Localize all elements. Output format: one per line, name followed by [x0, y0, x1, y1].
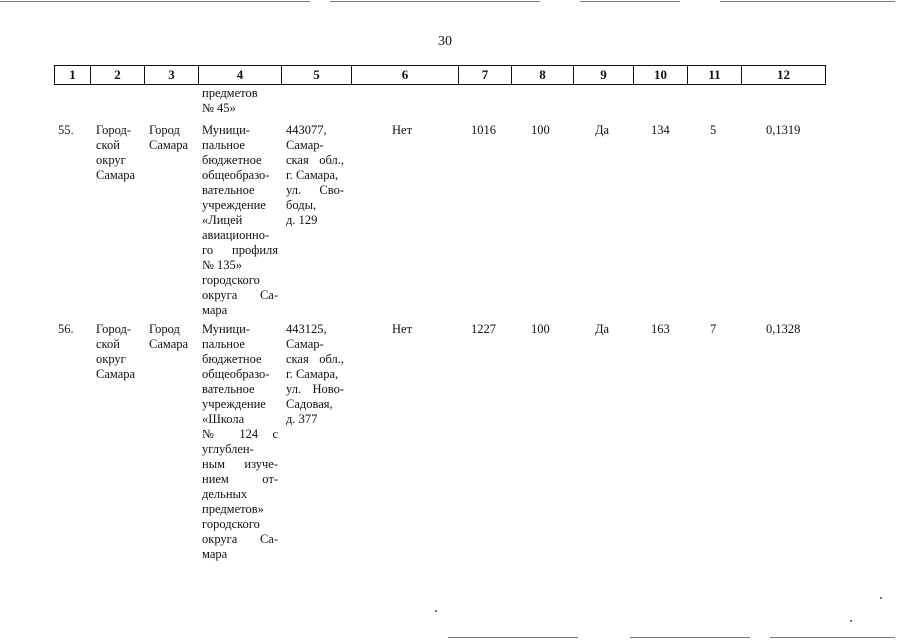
scan-edge-line: [580, 1, 680, 2]
col9-value: Да: [595, 123, 610, 137]
cell-line: г. Самара,: [286, 367, 339, 381]
scan-speck: [435, 610, 437, 612]
cell-line: ным изуче-: [202, 457, 278, 471]
cell-line: углублен-: [202, 442, 254, 456]
col6-value: Нет: [392, 123, 413, 137]
scan-speck: [880, 597, 882, 599]
cell-line: округа Са-: [202, 532, 278, 546]
cell-line: ской: [96, 138, 120, 152]
cell-line: вательное: [202, 183, 255, 197]
cell-line: нием от-: [202, 472, 278, 486]
cell-line: г. Самара,: [286, 168, 339, 182]
column-header-table: [54, 65, 826, 85]
municipality-cell: [96, 123, 135, 183]
cell-line: Самара: [96, 168, 136, 182]
address-cell: [286, 322, 344, 427]
scan-edge-line: [770, 637, 895, 638]
cell-line: авиационно-: [202, 228, 270, 242]
institution-name-cell: [202, 123, 278, 318]
column-header-8: 8: [512, 66, 574, 85]
col10-value: 163: [651, 322, 670, 336]
cell-line: мара: [202, 303, 228, 317]
institution-name-cell: [202, 322, 278, 562]
cell-line: д. 129: [286, 213, 318, 227]
column-header-9: 9: [574, 66, 634, 85]
continuation-text: [202, 86, 258, 116]
continuation-line: № 45»: [202, 101, 236, 115]
address-cell: [286, 123, 344, 228]
cell-line: городского: [202, 517, 260, 531]
column-header-4: 4: [199, 66, 282, 85]
cell-line: № 135»: [202, 258, 243, 272]
cell-line: Самара: [149, 337, 189, 351]
scan-edge-line: [0, 1, 310, 2]
row-number: 56.: [58, 322, 74, 336]
column-header-2: 2: [91, 66, 145, 85]
col7-value: 1016: [471, 123, 496, 137]
locality-cell: [149, 123, 188, 153]
cell-line: ская обл.,: [286, 352, 344, 366]
cell-line: Садовая,: [286, 397, 333, 411]
cell-line: «Школа: [202, 412, 245, 426]
column-header-7: 7: [459, 66, 512, 85]
scan-edge-line: [630, 637, 750, 638]
cell-line: Город-: [96, 123, 132, 137]
cell-line: общеобразо-: [202, 168, 270, 182]
col8-value: 100: [531, 322, 550, 336]
page-number: 30: [438, 34, 452, 49]
cell-line: ской: [96, 337, 120, 351]
scan-edge-line: [448, 637, 578, 638]
column-header-10: 10: [634, 66, 688, 85]
column-header-3: 3: [145, 66, 199, 85]
column-header-6: 6: [352, 66, 459, 85]
cell-line: пальное: [202, 138, 245, 152]
scan-edge-line: [330, 1, 540, 2]
cell-line: учреждение: [202, 198, 266, 212]
cell-line: бюджетное: [202, 153, 262, 167]
cell-line: боды,: [286, 198, 317, 212]
scan-speck: [850, 620, 852, 622]
scan-edge-line: [720, 1, 895, 2]
cell-line: округ: [96, 352, 126, 366]
cell-line: д. 377: [286, 412, 318, 426]
cell-line: Самара: [149, 138, 189, 152]
cell-line: вательное: [202, 382, 255, 396]
cell-line: Город: [149, 322, 180, 336]
cell-line: пальное: [202, 337, 245, 351]
col12-value: 0,1319: [766, 123, 801, 137]
cell-line: Самар-: [286, 337, 324, 351]
cell-line: городского: [202, 273, 260, 287]
municipality-cell: [96, 322, 135, 382]
cell-line: бюджетное: [202, 352, 262, 366]
col8-value: 100: [531, 123, 550, 137]
cell-line: округа Са-: [202, 288, 278, 302]
cell-line: учреждение: [202, 397, 266, 411]
continuation-line: предметов: [202, 86, 258, 100]
cell-line: Город-: [96, 322, 132, 336]
col11-value: 5: [710, 123, 717, 137]
cell-line: 443125,: [286, 322, 327, 336]
cell-line: предметов»: [202, 502, 264, 516]
row-number: 55.: [58, 123, 74, 137]
locality-cell: [149, 322, 188, 352]
col7-value: 1227: [471, 322, 496, 336]
cell-line: Самара: [96, 367, 136, 381]
cell-line: ул. Сво-: [286, 183, 344, 197]
cell-line: Город: [149, 123, 180, 137]
col12-value: 0,1328: [766, 322, 801, 336]
cell-line: «Лицей: [202, 213, 243, 227]
cell-line: общеобразо-: [202, 367, 270, 381]
cell-line: мара: [202, 547, 228, 561]
col9-value: Да: [595, 322, 610, 336]
cell-line: го профиля: [202, 243, 278, 257]
col10-value: 134: [651, 123, 670, 137]
cell-line: округ: [96, 153, 126, 167]
col6-value: Нет: [392, 322, 413, 336]
cell-line: 443077,: [286, 123, 327, 137]
cell-line: Самар-: [286, 138, 324, 152]
cell-line: Муници-: [202, 322, 250, 336]
cell-line: дельных: [202, 487, 248, 501]
column-header-5: 5: [282, 66, 352, 85]
cell-line: Муници-: [202, 123, 250, 137]
cell-line: ская обл.,: [286, 153, 344, 167]
column-header-12: 12: [742, 66, 826, 85]
cell-line: № 124 с: [202, 427, 278, 441]
col11-value: 7: [710, 322, 717, 336]
column-header-11: 11: [688, 66, 742, 85]
column-header-1: 1: [55, 66, 91, 85]
cell-line: ул. Ново-: [286, 382, 344, 396]
